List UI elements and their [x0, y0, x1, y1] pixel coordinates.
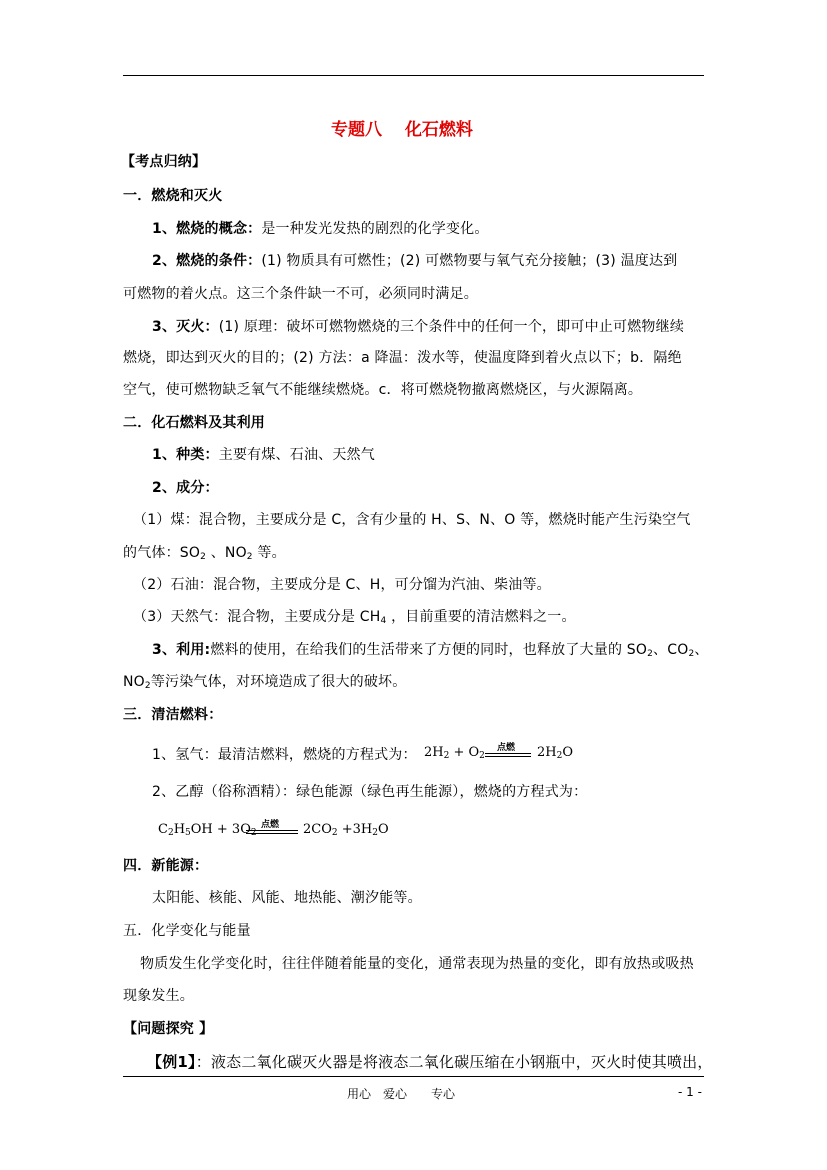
- sub-2: 2: [144, 681, 151, 691]
- s1-p2-label: 2、燃烧的条件：: [152, 253, 262, 269]
- s1-p2-text: (1) 物质具有可燃性；(2) 可燃物要与氧气充分接触；(3) 温度达到: [261, 253, 678, 269]
- s1-p3-cont1: 燃烧，即达到灭火的目的；(2) 方法：a 降温：泼水等，使温度降到着火点以下；b．隔绝: [123, 350, 682, 366]
- eq-term: O: [378, 822, 389, 837]
- arrow-label: 点燃: [497, 743, 516, 753]
- eq-term: 2H: [424, 745, 444, 760]
- s1-p3: [152, 316, 684, 336]
- section-4-heading: 四．新能源：: [123, 858, 209, 874]
- sub-5: 5: [185, 828, 191, 838]
- s3-eth-text: 2、乙醇（俗称酒精）：绿色能源（绿色再生能源），燃烧的方程式为：: [152, 784, 588, 800]
- section-2-heading: 二．化石燃料及其利用: [123, 415, 265, 431]
- s2-p3-cont: [123, 671, 406, 691]
- s2-gas-a: （3）天然气：混合物，主要成分是 CH: [133, 609, 381, 625]
- sub-2: 2: [246, 552, 253, 562]
- s2-coal-b3: 等。: [257, 545, 286, 561]
- s5-text-a: 物质发生化学变化时，往往伴随着能量的变化，通常表现为热量的变化，即有放热或吸热: [140, 956, 694, 972]
- sub-2: 2: [167, 828, 174, 838]
- footer-rule: [123, 1076, 704, 1077]
- s2-p3-cont-b: 等污染气体，对环境造成了很大的破坏。: [150, 674, 407, 690]
- s2-p1-text: 主要有煤、石油、天然气: [218, 447, 375, 463]
- kaodian-heading: 【考点归纳】: [121, 154, 207, 170]
- page-title: 专题八 化石燃料: [331, 120, 473, 140]
- s1-p1-text: 是一种发光发热的剧烈的化学变化。: [261, 221, 489, 237]
- s1-p2-cont: 可燃物的着火点。这三个条件缺一不可，必须同时满足。: [123, 286, 478, 302]
- s2-coal-b2: 、NO: [210, 545, 247, 561]
- s2-gas: [133, 606, 576, 626]
- example-1: [147, 1051, 713, 1072]
- s2-p3-text-b: 、CO: [653, 642, 689, 658]
- section-5-heading: 五．化学变化与能量: [123, 923, 251, 939]
- s2-p3-label: 3、利用:: [152, 642, 211, 658]
- s2-p3-text-a: 燃料的使用，在给我们的生活带来了方便的同时，也释放了大量的 SO: [210, 642, 648, 658]
- sub-2: 2: [331, 828, 338, 838]
- s3-h2-eq-left: [424, 745, 485, 761]
- footer-center: 用心 爱心 专心: [347, 1087, 456, 1101]
- s2-coal-b1: 的气体：SO: [123, 545, 201, 561]
- arrow-label: 点燃: [261, 820, 280, 830]
- eq-term: 2H: [537, 745, 557, 760]
- section-3-heading: 三．清洁燃料：: [123, 707, 223, 723]
- sub-2: 2: [443, 751, 450, 761]
- s2-gas-b: ，目前重要的清洁燃料之一。: [391, 609, 576, 625]
- s2-p3-cont-a: NO: [123, 674, 145, 690]
- reaction-arrow: [485, 753, 531, 754]
- s3-h2-text: 1、氢气：最清洁燃料，燃烧的方程式为：: [152, 747, 417, 763]
- sub-2: 2: [250, 828, 257, 838]
- s5-text-b: 现象发生。: [123, 988, 194, 1004]
- s2-p2-label: 2、成分：: [152, 480, 219, 496]
- sub-2: 2: [479, 751, 485, 761]
- reaction-arrow: [246, 830, 298, 831]
- section-1-heading: 一．燃烧和灭火: [123, 188, 223, 204]
- s1-p1: [152, 218, 489, 238]
- example-1-text: ：液态二氧化碳灭火器是将液态二氧化碳压缩在小钢瓶中，灭火时使其喷出，: [195, 1053, 713, 1071]
- sub-2: 2: [556, 751, 563, 761]
- s1-p3-label: 3、灭火：: [152, 319, 219, 335]
- s3-h2-eq-right: [537, 745, 573, 761]
- s3-eth-eq-left: [158, 822, 257, 838]
- s2-p1-label: 1、种类：: [152, 447, 219, 463]
- page-number: - 1 -: [678, 1085, 702, 1099]
- eq-term: O: [562, 745, 574, 760]
- header-rule: [123, 75, 704, 76]
- s1-p1-label: 1、燃烧的概念：: [152, 221, 262, 237]
- sub-2: 2: [647, 649, 654, 659]
- s2-p1: [152, 444, 375, 464]
- eq-term: +3H: [337, 822, 373, 837]
- s2-p3-text-c: 、: [694, 642, 709, 658]
- s2-coal-b: [123, 542, 286, 562]
- sub-2: 2: [372, 828, 378, 838]
- wenti-heading: 【问题探究 】: [123, 1021, 214, 1037]
- s1-p3-cont2: 空气，使可燃物缺乏氧气不能继续燃烧。c．将可燃烧物撤离燃烧区，与火源隔离。: [123, 382, 643, 398]
- sub-2: 2: [688, 649, 695, 659]
- eq-term: C: [158, 822, 168, 837]
- example-1-label: 【例1】: [147, 1053, 196, 1071]
- sub-2: 2: [200, 552, 207, 562]
- eq-term: + O: [449, 745, 480, 760]
- s3-eth-eq-right: [303, 822, 389, 838]
- eq-term: H: [173, 822, 186, 837]
- s4-text: 太阳能、核能、风能、地热能、潮汐能等。: [152, 890, 422, 906]
- eq-term: OH + 3O: [190, 822, 251, 837]
- s2-oil: （2）石油：混合物，主要成分是 C、H，可分馏为汽油、柴油等。: [133, 577, 551, 593]
- eq-term: 2CO: [303, 822, 332, 837]
- s1-p2: [152, 250, 677, 270]
- s2-p3: [152, 639, 709, 659]
- s2-coal-a: （1）煤：混合物，主要成分是 C，含有少量的 H、S、N、O 等，燃烧时能产生污染空气: [133, 512, 691, 528]
- sub-4: 4: [380, 616, 387, 626]
- s1-p3-text: (1) 原理：破坏可燃物燃烧的三个条件中的任何一个，即可中止可燃物继续: [218, 319, 685, 335]
